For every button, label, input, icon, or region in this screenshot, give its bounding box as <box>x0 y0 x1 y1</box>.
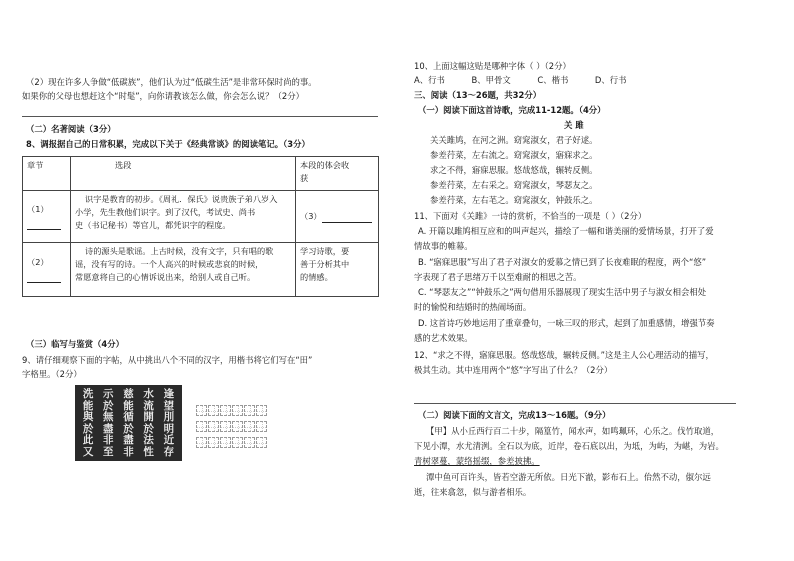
q11-option-d-line1: D. 这首诗巧妙地运用了重章叠句，一咏三叹的形式，起到了加重感情，增强节奏 <box>418 318 715 328</box>
copybook-character: 示 <box>103 388 114 400</box>
copybook-character: 又 <box>82 445 94 458</box>
poem-line: 参差荇菜，左右芼之。窈窕淑女，钟鼓乐之。 <box>430 195 598 205</box>
q11-option-a-line2: 情故事的帷幕。 <box>414 241 473 251</box>
copybook-character: 此 <box>82 434 94 446</box>
section-title-classics: （二）名著阅读（3分） <box>26 124 116 134</box>
q11-option-d-line2: 感的艺术效果。 <box>414 333 473 343</box>
copybook-character: 循 <box>123 411 134 423</box>
q8-prompt: 8、调报据自己的日常积累，完成以下关于《经典常谈》的阅读笔记。（3分） <box>26 139 310 149</box>
copybook-character: 與 <box>82 411 94 423</box>
prose-line-underlined: 青树翠蔓，蒙络摇缀，参差披拂。 <box>414 456 540 466</box>
answer-line <box>22 116 378 117</box>
copybook-character: 於 <box>123 422 134 435</box>
copybook-character: 非 <box>103 434 114 446</box>
tianzige-row-3[interactable] <box>196 437 268 448</box>
copybook-character: 法 <box>143 434 154 446</box>
row2-experience: 学习诗歌，要 善于分析其中 的情感。 <box>296 243 379 297</box>
copybook-character: 望 <box>163 399 175 412</box>
tianzige-cell[interactable] <box>220 405 231 416</box>
prose-line: 下见小潭，水尤清洌。全石以为底，近岸，卷石底以出，为坻，为屿，为嵁，为岩。 <box>414 441 724 451</box>
q11-prompt: 11、下面对《关雎》一诗的赏析，不恰当的一项是（ ）（2分） <box>414 211 647 221</box>
tianzige-cell[interactable] <box>220 421 231 432</box>
copybook-column <box>103 389 114 457</box>
header-experience: 本段的体会收 获 <box>296 157 379 191</box>
blank-1[interactable] <box>27 220 61 230</box>
poem-line: 参差荇菜，左右流之。窈窕淑女，寤寐求之。 <box>430 150 598 160</box>
copybook-character: 無 <box>103 411 114 423</box>
q11-option-b-line1: B. “寤寐思服”写出了君子对淑女的爱慕之情已到了长夜难眠的程度，两个“悠” <box>418 257 707 267</box>
section-title-calligraphy: （三）临写与鉴赏（4分） <box>26 339 124 349</box>
tianzige-row-1[interactable] <box>196 405 268 416</box>
copybook-column <box>83 389 94 457</box>
prose-line: 逝，往来翕忽，似与游者相乐。 <box>414 487 532 497</box>
row2-excerpt: 诗的源头是歌谣。上古时候，没有文字，只有唱的歌 谣，没有写的诗。一个人高兴的时候或悲哀的时候， 常愿意将自己的心情诉说出来，给别人或自己听。 <box>71 243 296 297</box>
tianzige-cell[interactable] <box>196 437 207 448</box>
q11-option-b-line2: 字表现了君子思绪万千以至难耐的相思之苦。 <box>414 272 582 282</box>
copybook-character: 洗 <box>82 388 94 400</box>
copybook-character: 開 <box>143 411 154 423</box>
copybook-character: 盡 <box>103 422 114 435</box>
subsection-prose-title: （二）阅读下面的文言文，完成13～16题。（9分） <box>418 410 611 420</box>
q7-line2: 如果你的父母也想赶这个“时髦”，向你请教该怎么做，你会怎么说？（2分） <box>22 91 305 101</box>
row2-chapter: （2） <box>23 243 71 297</box>
q12-line1: 12、“求之不得，寤寐思服。悠哉悠哉，辗转反侧。”这是主人公心理活动的描写， <box>414 350 714 360</box>
tianzige-cell[interactable] <box>208 421 219 432</box>
tianzige-cell[interactable] <box>232 405 243 416</box>
tianzige-cell[interactable] <box>244 421 255 432</box>
copybook-character: 於 <box>143 422 154 435</box>
copybook-character: 存 <box>163 445 175 458</box>
tianzige-cell[interactable] <box>196 405 207 416</box>
copybook-character: 明 <box>163 422 175 435</box>
poem-line: 求之不得，寤寐思服。悠哉悠哉，辗转反侧。 <box>430 165 598 175</box>
tianzige-cell[interactable] <box>196 421 207 432</box>
q10-prompt: 10、上面这幅这贴是哪种字体（ ）（2分） <box>414 61 571 71</box>
copybook-character: 能 <box>82 399 94 412</box>
reading-notes-table <box>22 156 379 297</box>
poem-line: 关关雎鸠，在河之洲。窈窕淑女，君子好逑。 <box>430 135 598 145</box>
tianzige-cell[interactable] <box>244 437 255 448</box>
copybook-character: 逢 <box>163 388 175 400</box>
header-chapter: 章节 <box>23 157 71 191</box>
q7-line1: （2）现在许多人争做“低碳族”，他们认为过“低碳生活”是非常环保时尚的事。 <box>26 77 317 87</box>
copybook-column <box>123 389 134 457</box>
copybook-character: 流 <box>143 399 154 412</box>
blank-3[interactable] <box>322 213 372 223</box>
q9-line1: 9、请仔细观察下面的字帖，从中挑出八个不同的汉字，用楷书将它们写在“田” <box>22 355 313 365</box>
copybook-character: 非 <box>123 445 134 458</box>
copybook-character: 能 <box>123 399 134 412</box>
tianzige-cell[interactable] <box>256 405 267 416</box>
copybook-column <box>164 389 175 457</box>
poem-title: 关 雎 <box>564 120 584 130</box>
q11-option-c-line2: 时的愉悦和结婚时的热闹场面。 <box>414 302 532 312</box>
copybook-character: 盡 <box>123 434 134 446</box>
row1-chapter: （1） <box>23 191 71 243</box>
copybook-character: 性 <box>143 445 154 458</box>
tianzige-cell[interactable] <box>244 405 255 416</box>
tianzige-cell[interactable] <box>256 421 267 432</box>
copybook-character: 水 <box>143 388 154 400</box>
copybook-character: 於 <box>103 399 114 412</box>
q11-option-c-line1: C. “琴瑟友之”“钟鼓乐之”两句借用乐器展现了现实生活中男子与淑女相会相处 <box>418 287 707 297</box>
tianzige-cell[interactable] <box>208 405 219 416</box>
q11-option-a-line1: A. 开篇以雎鸠相互应和的叫声起兴，描绘了一幅和谐美丽的爱情场景，打开了爱 <box>418 226 714 236</box>
tianzige-cell[interactable] <box>232 437 243 448</box>
blank-2[interactable] <box>27 273 61 283</box>
header-excerpt: 选段 <box>71 157 296 191</box>
q12-line2: 极其生动。其中连用两个“悠”字写出了什么？（2分） <box>414 365 613 375</box>
tianzige-cell[interactable] <box>220 437 231 448</box>
row1-experience: （3） <box>296 191 379 243</box>
answer-line <box>414 403 736 404</box>
calligraphy-copybook-image <box>75 385 182 461</box>
copybook-character: 近 <box>163 434 175 446</box>
copybook-character: 慈 <box>123 388 134 400</box>
tianzige-cell[interactable] <box>256 437 267 448</box>
section-title-reading: 三、阅读（13～26题，共32分） <box>414 90 542 100</box>
prose-line: 【甲】从小丘西行百二十步，隔篁竹，闻水声，如鸣珮环，心乐之。伐竹取道， <box>426 426 720 436</box>
copybook-character: 至 <box>103 445 114 458</box>
copybook-character: 於 <box>82 422 94 435</box>
tianzige-row-2[interactable] <box>196 421 268 432</box>
q9-line2: 字格里。（2分） <box>22 369 82 379</box>
poem-line: 参差荇菜，左右采之。窈窕淑女，琴瑟友之。 <box>430 180 598 190</box>
subsection-poem-title: （一）阅读下面这首诗歌，完成11-12题。（4分） <box>418 105 606 115</box>
copybook-column <box>143 389 154 457</box>
row1-excerpt: 识字是教育的初步。《周礼．保氏》说贵族子弟八岁入 小学，先生教他们识字。到了汉代，考试史、尚书 史（书记秘书）等官儿，都凭识字的程度。 <box>71 191 296 243</box>
tianzige-cell[interactable] <box>232 421 243 432</box>
tianzige-cell[interactable] <box>208 437 219 448</box>
copybook-character: 刖 <box>163 411 175 423</box>
prose-line: 潭中鱼可百许头，皆若空游无所依。日光下澈，影布石上。佁然不动，俶尔远 <box>426 472 711 482</box>
q10-options: A、行书 B、甲骨文 C、楷书 D、行书 <box>414 75 627 85</box>
